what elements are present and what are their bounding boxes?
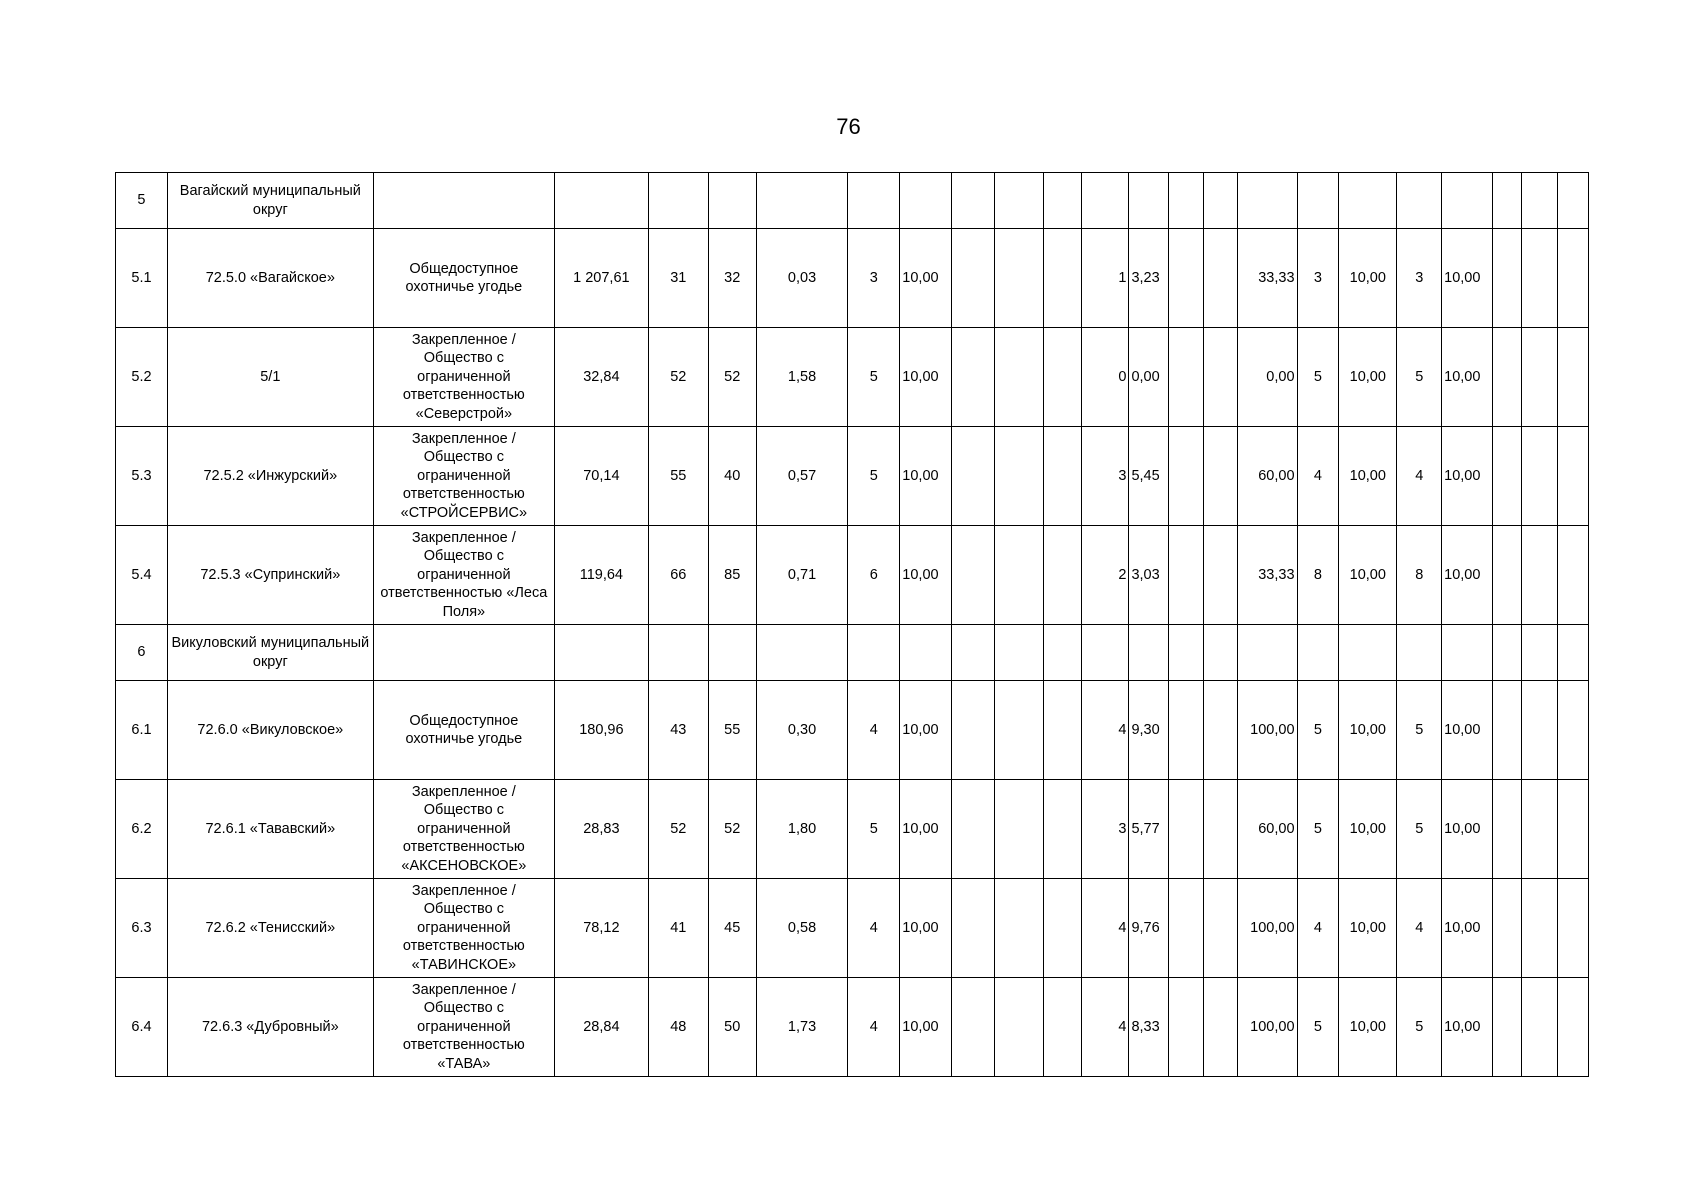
cell-v10: 10,00	[1339, 526, 1397, 625]
cell-v8: 100,00	[1238, 978, 1297, 1077]
cell-empty	[708, 625, 756, 681]
cell-empty	[708, 173, 756, 229]
cell-empty	[1339, 173, 1397, 229]
table-body	[116, 173, 1589, 1077]
cell-v10: 10,00	[1339, 328, 1397, 427]
cell-empty	[995, 978, 1044, 1077]
cell-empty	[1521, 427, 1558, 526]
cell-empty	[1297, 173, 1339, 229]
cell-empty	[1203, 681, 1238, 780]
cell-empty	[1339, 625, 1397, 681]
cell-v5: 10,00	[900, 681, 952, 780]
cell-empty	[1493, 681, 1522, 780]
cell-empty	[1129, 625, 1169, 681]
cell-district-name: Викуловский муниципальный округ	[167, 625, 373, 681]
cell-empty	[1238, 173, 1297, 229]
cell-v4: 5	[848, 427, 900, 526]
cell-empty	[1203, 229, 1238, 328]
cell-empty	[1521, 879, 1558, 978]
cell-name: 72.6.0 «Викуловское»	[167, 681, 373, 780]
cell-empty	[1043, 978, 1081, 1077]
cell-empty	[1558, 625, 1589, 681]
cell-empty	[952, 173, 995, 229]
cell-v11: 4	[1397, 879, 1442, 978]
cell-type: Закрепленное / Общество с ограниченной ответственностью «СТРОЙСЕРВИС»	[373, 427, 554, 526]
cell-empty	[1081, 625, 1129, 681]
cell-v3: 0,03	[756, 229, 848, 328]
cell-type: Общедоступное охотничье угодье	[373, 681, 554, 780]
cell-v7: 0,00	[1129, 328, 1169, 427]
cell-empty	[1493, 427, 1522, 526]
cell-empty	[1169, 526, 1204, 625]
cell-v9: 4	[1297, 427, 1339, 526]
table-row	[116, 229, 1589, 328]
table-row	[116, 879, 1589, 978]
cell-v8: 0,00	[1238, 328, 1297, 427]
cell-empty	[1493, 526, 1522, 625]
cell-empty	[1169, 780, 1204, 879]
cell-empty	[1081, 173, 1129, 229]
cell-empty	[1238, 625, 1297, 681]
cell-empty	[1493, 173, 1522, 229]
cell-empty	[1521, 681, 1558, 780]
cell-empty	[1203, 780, 1238, 879]
cell-v12: 10,00	[1442, 978, 1493, 1077]
cell-empty	[1558, 978, 1589, 1077]
cell-empty	[1203, 328, 1238, 427]
cell-empty	[995, 879, 1044, 978]
cell-empty	[952, 229, 995, 328]
cell-v12: 10,00	[1442, 427, 1493, 526]
cell-empty	[1493, 978, 1522, 1077]
cell-empty	[952, 328, 995, 427]
cell-name: 72.5.2 «Инжурский»	[167, 427, 373, 526]
cell-area: 28,84	[555, 978, 649, 1077]
cell-v7: 9,30	[1129, 681, 1169, 780]
cell-empty	[1203, 625, 1238, 681]
cell-empty	[1169, 427, 1204, 526]
cell-num: 5.4	[116, 526, 168, 625]
cell-v10: 10,00	[1339, 879, 1397, 978]
cell-v8: 60,00	[1238, 427, 1297, 526]
cell-v6: 4	[1081, 681, 1129, 780]
cell-v3: 1,73	[756, 978, 848, 1077]
cell-v1: 52	[648, 328, 708, 427]
table-row	[116, 780, 1589, 879]
cell-empty	[1558, 427, 1589, 526]
cell-empty	[1521, 229, 1558, 328]
cell-empty	[995, 780, 1044, 879]
cell-v9: 5	[1297, 328, 1339, 427]
cell-v12: 10,00	[1442, 780, 1493, 879]
cell-area: 28,83	[555, 780, 649, 879]
cell-v5: 10,00	[900, 229, 952, 328]
cell-empty	[1043, 173, 1081, 229]
cell-v9: 5	[1297, 978, 1339, 1077]
cell-empty	[995, 229, 1044, 328]
cell-area: 32,84	[555, 328, 649, 427]
cell-v12: 10,00	[1442, 328, 1493, 427]
cell-empty	[1169, 879, 1204, 978]
cell-v10: 10,00	[1339, 427, 1397, 526]
cell-empty	[1493, 879, 1522, 978]
cell-num: 5.2	[116, 328, 168, 427]
cell-empty	[1521, 625, 1558, 681]
cell-empty	[1397, 625, 1442, 681]
cell-name: 72.6.1 «Тававский»	[167, 780, 373, 879]
cell-empty	[1043, 780, 1081, 879]
cell-v1: 41	[648, 879, 708, 978]
cell-v11: 5	[1397, 681, 1442, 780]
cell-empty	[1558, 173, 1589, 229]
cell-empty	[555, 625, 649, 681]
cell-v6: 4	[1081, 879, 1129, 978]
cell-empty	[756, 173, 848, 229]
cell-empty	[1043, 229, 1081, 328]
cell-type: Закрепленное / Общество с ограниченной ответственностью «ТАВИНСКОЕ»	[373, 879, 554, 978]
cell-v11: 8	[1397, 526, 1442, 625]
cell-district-name: Вагайский муниципальный округ	[167, 173, 373, 229]
cell-v4: 4	[848, 681, 900, 780]
cell-empty	[1558, 780, 1589, 879]
cell-empty	[1043, 879, 1081, 978]
cell-num: 6.2	[116, 780, 168, 879]
cell-type: Закрепленное / Общество с ограниченной ответственностью «Леса Поля»	[373, 526, 554, 625]
cell-v7: 9,76	[1129, 879, 1169, 978]
cell-v11: 4	[1397, 427, 1442, 526]
cell-v5: 10,00	[900, 879, 952, 978]
cell-v7: 8,33	[1129, 978, 1169, 1077]
cell-name: 5/1	[167, 328, 373, 427]
cell-name: 72.5.3 «Супринский»	[167, 526, 373, 625]
cell-v12: 10,00	[1442, 526, 1493, 625]
cell-empty	[1043, 328, 1081, 427]
cell-empty	[648, 173, 708, 229]
cell-empty	[1043, 526, 1081, 625]
cell-empty	[1521, 173, 1558, 229]
cell-empty	[1169, 229, 1204, 328]
cell-type: Закрепленное / Общество с ограниченной ответственностью «Северстрой»	[373, 328, 554, 427]
cell-v3: 1,80	[756, 780, 848, 879]
cell-v6: 4	[1081, 978, 1129, 1077]
cell-v12: 10,00	[1442, 229, 1493, 328]
table-row	[116, 427, 1589, 526]
cell-v7: 3,23	[1129, 229, 1169, 328]
cell-v11: 5	[1397, 328, 1442, 427]
cell-v6: 1	[1081, 229, 1129, 328]
cell-empty	[373, 173, 554, 229]
cell-v4: 6	[848, 526, 900, 625]
cell-v2: 40	[708, 427, 756, 526]
cell-v4: 3	[848, 229, 900, 328]
cell-v2: 52	[708, 328, 756, 427]
page-number: 76	[836, 114, 861, 139]
cell-v5: 10,00	[900, 328, 952, 427]
cell-v3: 0,71	[756, 526, 848, 625]
cell-empty	[995, 328, 1044, 427]
cell-empty	[648, 625, 708, 681]
cell-empty	[1297, 625, 1339, 681]
cell-v11: 5	[1397, 780, 1442, 879]
cell-v12: 10,00	[1442, 879, 1493, 978]
cell-v4: 4	[848, 879, 900, 978]
cell-name: 72.5.0 «Вагайское»	[167, 229, 373, 328]
cell-empty	[1493, 229, 1522, 328]
cell-v9: 5	[1297, 681, 1339, 780]
cell-empty	[952, 625, 995, 681]
cell-v9: 4	[1297, 879, 1339, 978]
cell-empty	[1043, 427, 1081, 526]
cell-empty	[952, 978, 995, 1077]
cell-v3: 1,58	[756, 328, 848, 427]
cell-v9: 8	[1297, 526, 1339, 625]
cell-v7: 3,03	[1129, 526, 1169, 625]
cell-empty	[1521, 328, 1558, 427]
cell-empty	[373, 625, 554, 681]
cell-empty	[1043, 625, 1081, 681]
cell-num: 5.3	[116, 427, 168, 526]
cell-empty	[555, 173, 649, 229]
cell-num: 6.3	[116, 879, 168, 978]
cell-v8: 100,00	[1238, 879, 1297, 978]
cell-v10: 10,00	[1339, 978, 1397, 1077]
cell-empty	[1558, 328, 1589, 427]
cell-empty	[995, 681, 1044, 780]
cell-v9: 5	[1297, 780, 1339, 879]
cell-empty	[756, 625, 848, 681]
cell-type: Общедоступное охотничье угодье	[373, 229, 554, 328]
cell-v3: 0,58	[756, 879, 848, 978]
cell-num: 5.1	[116, 229, 168, 328]
cell-v2: 85	[708, 526, 756, 625]
cell-area: 180,96	[555, 681, 649, 780]
cell-empty	[1558, 681, 1589, 780]
cell-type: Закрепленное / Общество с ограниченной ответственностью «ТАВА»	[373, 978, 554, 1077]
cell-empty	[1169, 328, 1204, 427]
cell-v4: 4	[848, 978, 900, 1077]
cell-v6: 3	[1081, 780, 1129, 879]
cell-empty	[1558, 879, 1589, 978]
cell-empty	[952, 879, 995, 978]
district-row	[116, 625, 1589, 681]
cell-empty	[1558, 229, 1589, 328]
cell-area: 119,64	[555, 526, 649, 625]
cell-v1: 55	[648, 427, 708, 526]
cell-empty	[1169, 978, 1204, 1077]
cell-v10: 10,00	[1339, 229, 1397, 328]
cell-v8: 60,00	[1238, 780, 1297, 879]
cell-area: 1 207,61	[555, 229, 649, 328]
cell-empty	[952, 681, 995, 780]
cell-empty	[848, 173, 900, 229]
cell-v2: 55	[708, 681, 756, 780]
cell-empty	[1558, 526, 1589, 625]
cell-num: 6.4	[116, 978, 168, 1077]
cell-empty	[1493, 780, 1522, 879]
cell-empty	[900, 173, 952, 229]
cell-v2: 45	[708, 879, 756, 978]
cell-area: 70,14	[555, 427, 649, 526]
cell-empty	[1521, 780, 1558, 879]
cell-v3: 0,30	[756, 681, 848, 780]
cell-v8: 33,33	[1238, 526, 1297, 625]
cell-v6: 2	[1081, 526, 1129, 625]
table-row	[116, 978, 1589, 1077]
cell-v1: 43	[648, 681, 708, 780]
cell-v5: 10,00	[900, 427, 952, 526]
cell-empty	[1043, 681, 1081, 780]
cell-empty	[995, 427, 1044, 526]
cell-v1: 31	[648, 229, 708, 328]
cell-v11: 3	[1397, 229, 1442, 328]
table-row	[116, 681, 1589, 780]
data-table	[115, 172, 1589, 1077]
cell-empty	[1397, 173, 1442, 229]
cell-empty	[1169, 625, 1204, 681]
table-row	[116, 328, 1589, 427]
cell-v5: 10,00	[900, 526, 952, 625]
cell-area: 78,12	[555, 879, 649, 978]
cell-v2: 52	[708, 780, 756, 879]
cell-v2: 50	[708, 978, 756, 1077]
cell-v6: 3	[1081, 427, 1129, 526]
cell-v5: 10,00	[900, 978, 952, 1077]
cell-num: 6.1	[116, 681, 168, 780]
cell-name: 72.6.2 «Тенисский»	[167, 879, 373, 978]
cell-empty	[848, 625, 900, 681]
cell-empty	[1521, 978, 1558, 1077]
district-row	[116, 173, 1589, 229]
cell-empty	[995, 173, 1044, 229]
cell-v4: 5	[848, 328, 900, 427]
cell-v11: 5	[1397, 978, 1442, 1077]
cell-v4: 5	[848, 780, 900, 879]
cell-num: 6	[116, 625, 168, 681]
cell-empty	[1442, 173, 1493, 229]
cell-empty	[900, 625, 952, 681]
cell-empty	[1203, 173, 1238, 229]
cell-v5: 10,00	[900, 780, 952, 879]
cell-v8: 100,00	[1238, 681, 1297, 780]
cell-empty	[1442, 625, 1493, 681]
cell-v3: 0,57	[756, 427, 848, 526]
cell-empty	[1493, 328, 1522, 427]
cell-v1: 66	[648, 526, 708, 625]
cell-v9: 3	[1297, 229, 1339, 328]
cell-v7: 5,45	[1129, 427, 1169, 526]
cell-num: 5	[116, 173, 168, 229]
cell-empty	[952, 780, 995, 879]
cell-empty	[1203, 526, 1238, 625]
cell-name: 72.6.3 «Дубровный»	[167, 978, 373, 1077]
cell-type: Закрепленное / Общество с ограниченной ответственностью «АКСЕНОВСКОЕ»	[373, 780, 554, 879]
cell-empty	[1493, 625, 1522, 681]
cell-v2: 32	[708, 229, 756, 328]
cell-v10: 10,00	[1339, 681, 1397, 780]
cell-empty	[952, 427, 995, 526]
cell-empty	[1203, 879, 1238, 978]
cell-v7: 5,77	[1129, 780, 1169, 879]
cell-v12: 10,00	[1442, 681, 1493, 780]
cell-empty	[1203, 978, 1238, 1077]
cell-empty	[1169, 681, 1204, 780]
cell-empty	[995, 526, 1044, 625]
cell-v1: 52	[648, 780, 708, 879]
table-row	[116, 526, 1589, 625]
cell-empty	[1169, 173, 1204, 229]
cell-v10: 10,00	[1339, 780, 1397, 879]
cell-empty	[995, 625, 1044, 681]
cell-empty	[952, 526, 995, 625]
cell-v1: 48	[648, 978, 708, 1077]
cell-empty	[1521, 526, 1558, 625]
cell-empty	[1203, 427, 1238, 526]
cell-v6: 0	[1081, 328, 1129, 427]
cell-v8: 33,33	[1238, 229, 1297, 328]
cell-empty	[1129, 173, 1169, 229]
